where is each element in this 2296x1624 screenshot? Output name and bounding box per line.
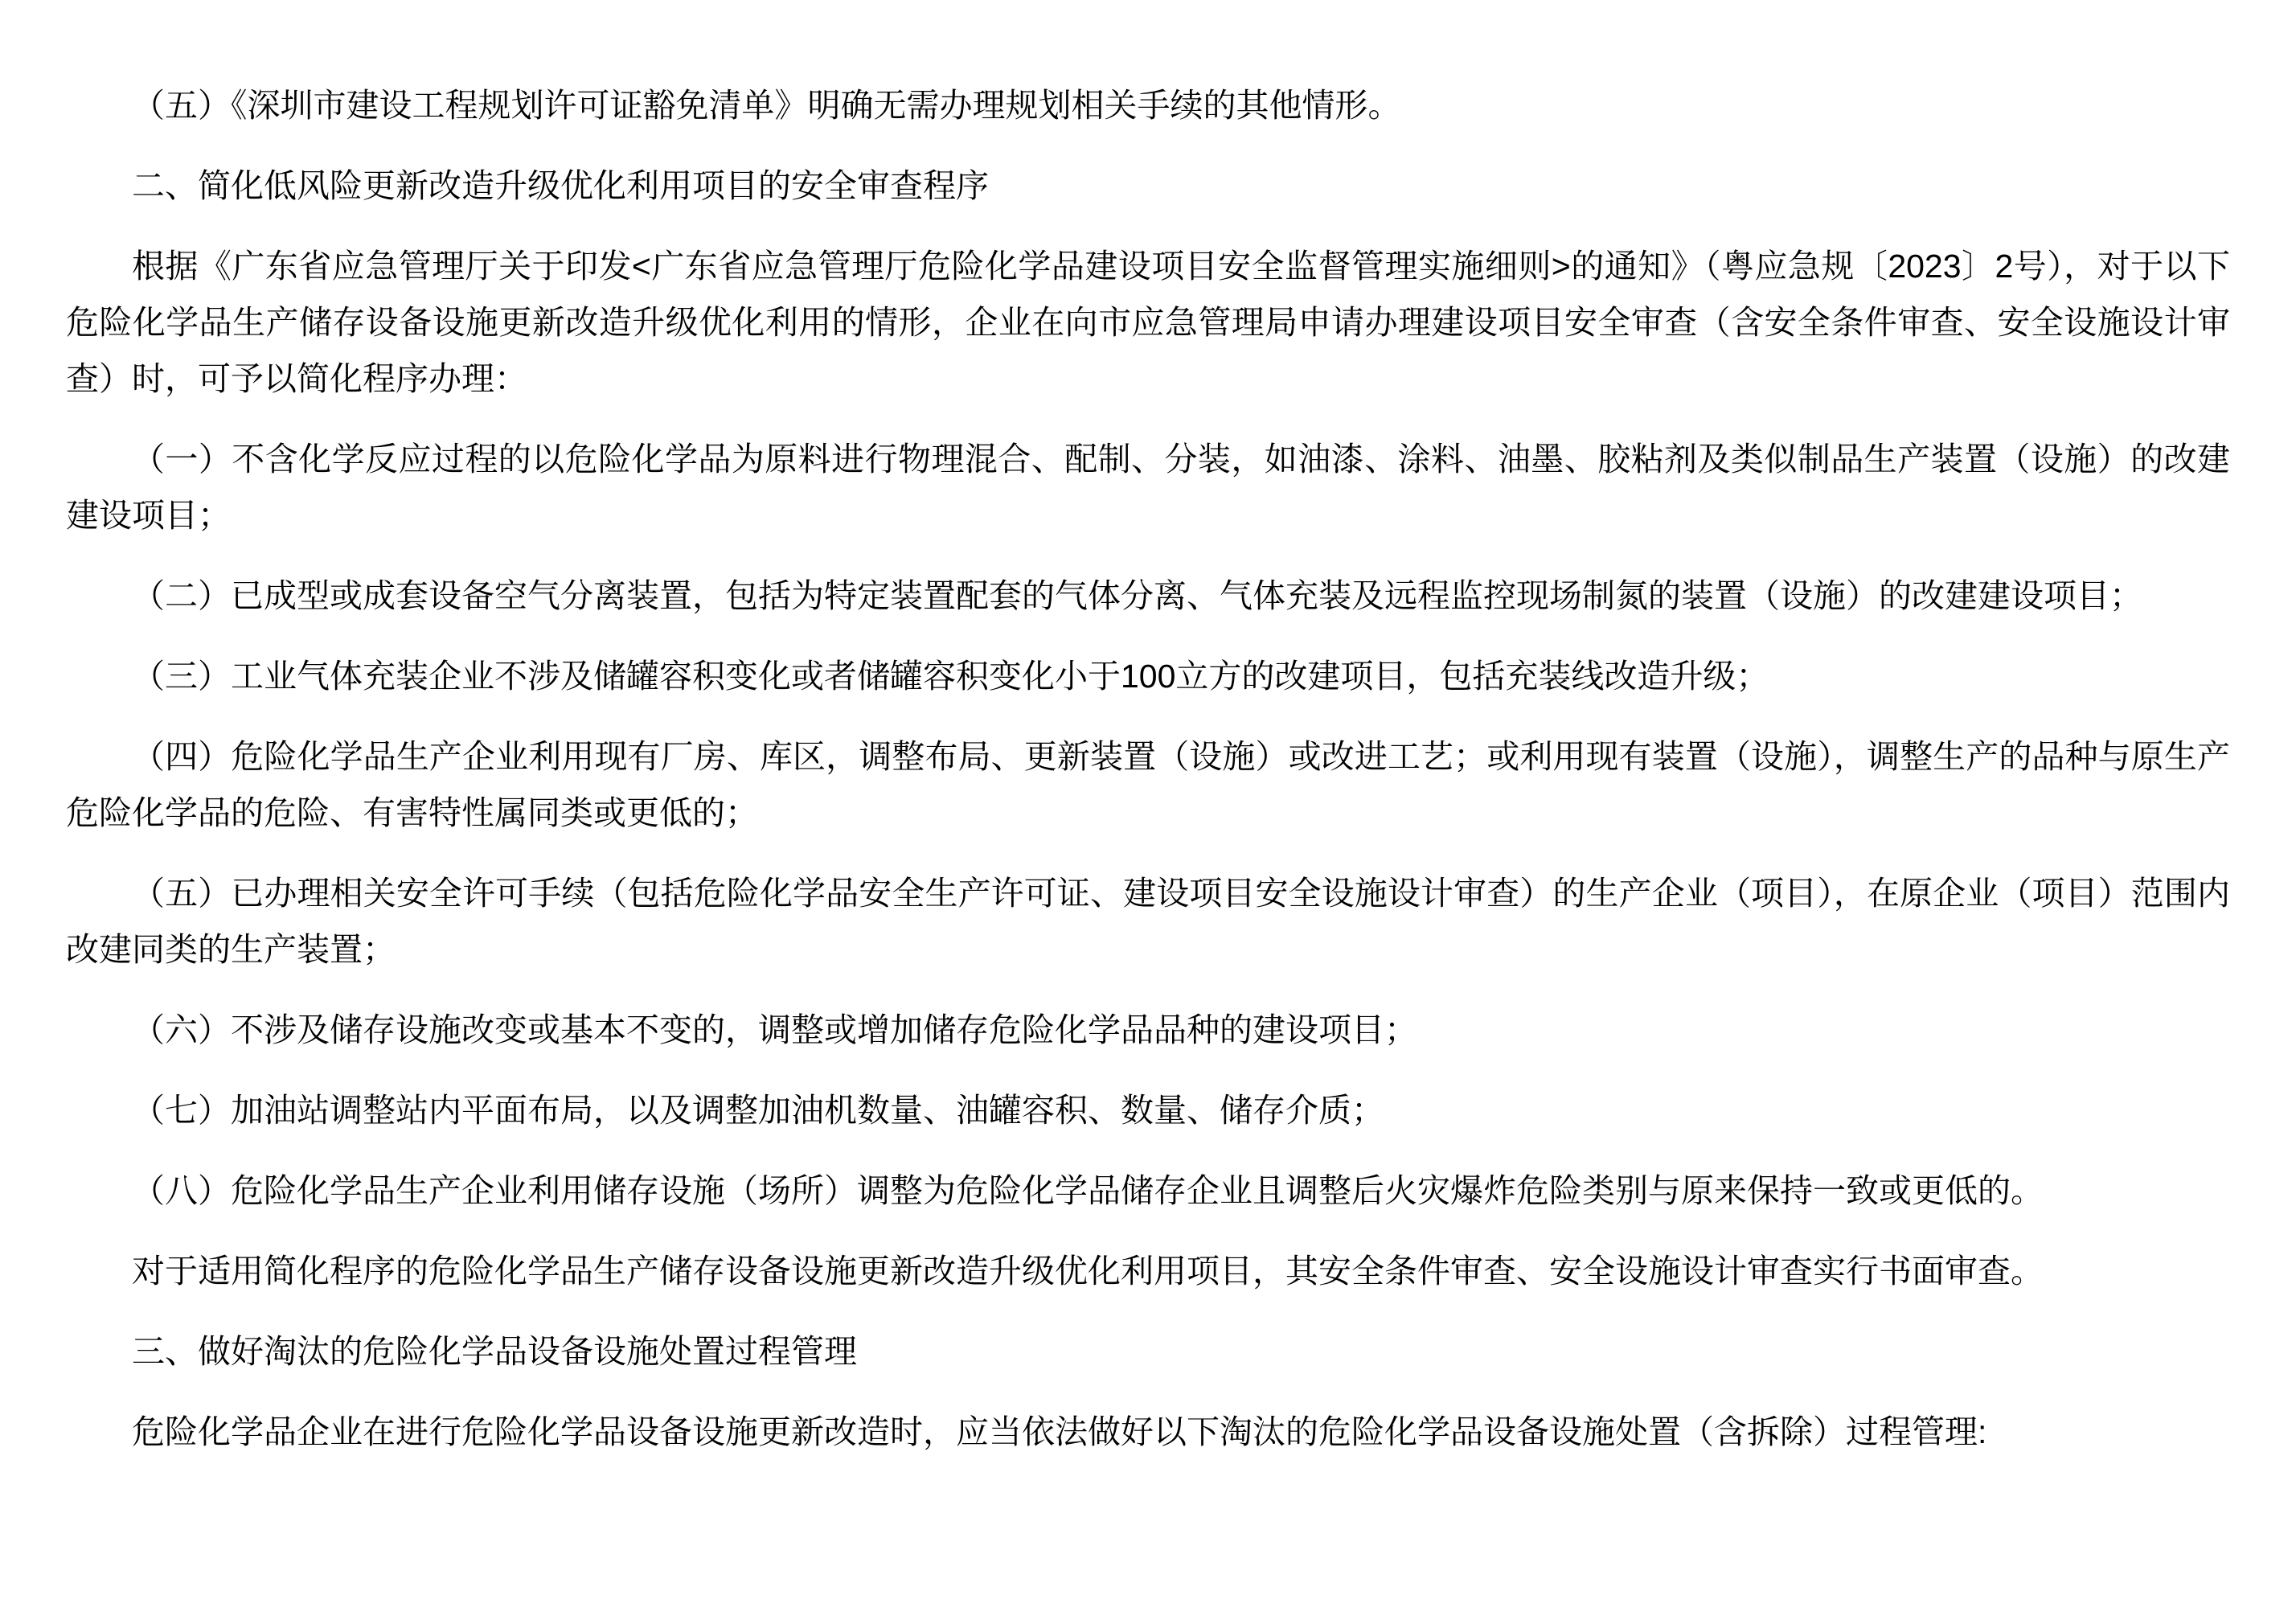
paragraph: （五）已办理相关安全许可手续（包括危险化学品安全生产许可证、建设项目安全设施设计审查）的生产企业（项目），在原企业（项目）范围内改建同类的生产装置； — [66, 875, 2230, 968]
paragraph: （六）不涉及储存设施改变或基本不变的，调整或增加储存危险化学品品种的建设项目； — [132, 1011, 1417, 1048]
paragraph: 危险化学品企业在进行危险化学品设备设施更新改造时，应当依法做好以下淘汰的危险化学品设备设施处置（含拆除）过程管理: — [132, 1413, 1987, 1450]
paragraph: （八）危险化学品生产企业利用储存设施（场所）调整为危险化学品储存企业且调整后火灾爆炸危险类别与原来保持一致或更低的。 — [132, 1172, 2044, 1209]
paragraph: （四）危险化学品生产企业利用现有厂房、库区，调整布局、更新装置（设施）或改进工艺；或利用现有装置（设施），调整生产的品种与原生产危险化学品的危险、有害特性属同类或更低的； — [66, 738, 2230, 831]
paragraph: （七）加油站调整站内平面布局，以及调整加油机数量、油罐容积、数量、储存介质； — [132, 1092, 1384, 1129]
section-heading: 三、做好淘汰的危险化学品设备设施处置过程管理 — [132, 1333, 857, 1370]
paragraph: （五）《深圳市建设工程规划许可证豁免清单》明确无需办理规划相关手续的其他情形。 — [132, 87, 1401, 124]
section-heading: 二、简化低风险更新改造升级优化利用项目的安全审查程序 — [132, 167, 989, 204]
document-body — [66, 77, 2230, 1460]
paragraph: （二）已成型或成套设备空气分离装置，包括为特定装置配套的气体分离、气体充装及远程监控现场制氮的装置（设施）的改建建设项目； — [132, 577, 2142, 614]
paragraph: 根据《广东省应急管理厅关于印发<广东省应急管理厅危险化学品建设项目安全监督管理实施细则>的通知》（粤应急规〔2023〕2号），对于以下危险化学品生产储存设备设施更新改造升级优化利用的情形，企业在向市应急管理局申请办理建设项目安全审查（含安全条件审查、安全设施设计审查）时，可予以简化程序办理： — [66, 248, 2230, 397]
paragraph: 对于适用简化程序的危险化学品生产储存设备设施更新改造升级优化利用项目，其安全条件审查、安全设施设计审查实行书面审查。 — [132, 1253, 2044, 1290]
paragraph: （三）工业气体充装企业不涉及储罐容积变化或者储罐容积变化小于100立方的改建项目，包括充装线改造升级； — [132, 658, 1769, 695]
paragraph: （一）不含化学反应过程的以危险化学品为原料进行物理混合、配制、分装，如油漆、涂料、油墨、胶粘剂及类似制品生产装置（设施）的改建建设项目； — [66, 441, 2230, 534]
